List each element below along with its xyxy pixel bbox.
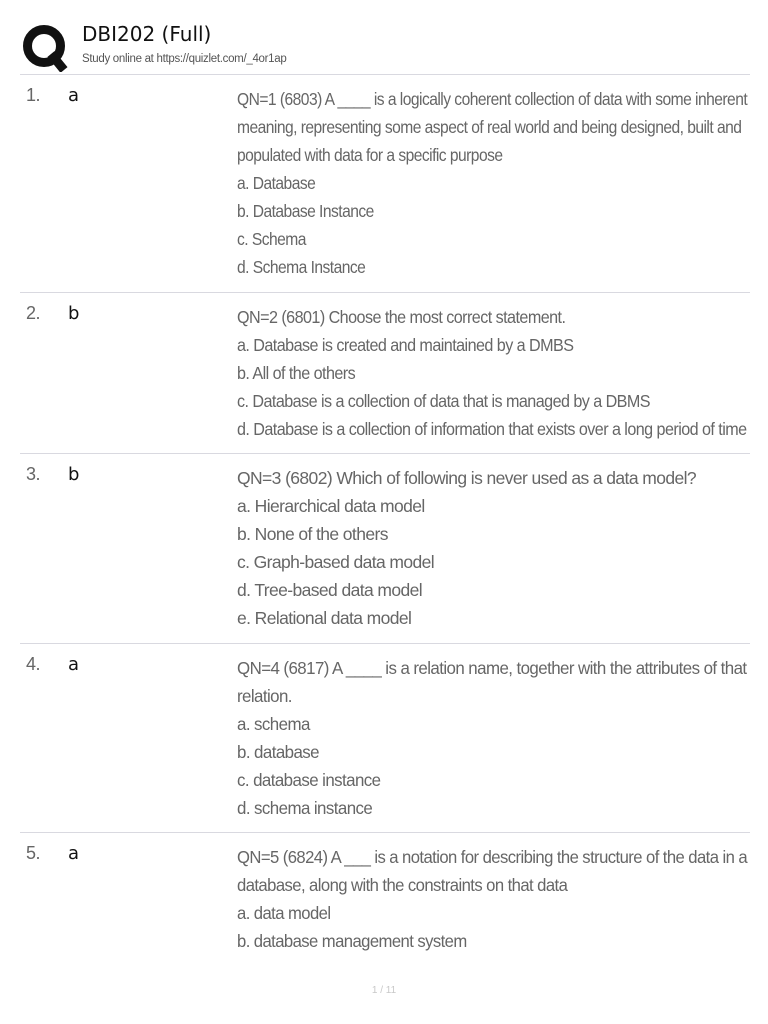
definition-line: QN=1 (6803) A ____ is a logically coherent collection of data with some inherent [237,89,748,109]
definition-line: d. Tree-based data model [237,580,423,600]
card-definition [237,843,748,955]
flashcard-row [20,454,750,644]
definition-line: b. All of the others [237,363,356,383]
card-number: 1. [26,85,41,105]
definition-line: c. Schema [237,229,306,249]
definition-line: c. Database is a collection of data that is managed by a DBMS [237,391,651,411]
card-number: 5. [26,843,41,863]
flashcard-row [20,644,750,833]
card-number: 4. [26,654,41,674]
definition-line: a. data model [237,903,331,923]
definition-line: b. None of the others [237,524,388,544]
flashcard-list [20,75,750,973]
definition-line: QN=4 (6817) A ____ is a relation name, together with the attributes of that [237,658,747,678]
definition-line: QN=2 (6801) Choose the most correct statement. [237,307,566,327]
definition-line: QN=3 (6802) Which of following is never used as a data model? [237,468,697,488]
definition-line: d. Schema Instance [237,257,366,277]
definition-line: a. schema [237,714,310,734]
definition-line: a. Database is created and maintained by a DMBS [237,335,574,355]
flashcard-row [20,293,750,454]
card-term: a [68,85,80,106]
quizlet-q-logo-icon [20,22,70,72]
card-number: 2. [26,303,41,323]
definition-line: b. database management system [237,931,467,951]
card-term: b [68,464,80,485]
definition-line: c. database instance [237,770,381,790]
card-term: a [68,654,80,675]
definition-line: e. Relational data model [237,608,412,628]
definition-line: relation. [237,686,292,706]
definition-line: meaning, representing some aspect of real world and being designed, built and [237,117,742,137]
page-header [20,22,750,75]
page-title: DBI202 (Full) [82,22,212,46]
flashcard-row [20,75,750,293]
study-online-link-text: Study online at https://quizlet.com/_4or1ap [82,53,287,65]
card-definition [237,303,747,443]
definition-line: c. Graph-based data model [237,552,435,572]
card-term: b [68,303,80,324]
card-term: a [68,843,80,864]
definition-line: populated with data for a specific purpose [237,145,503,165]
definition-line: QN=5 (6824) A ___ is a notation for describing the structure of the data in a [237,847,748,867]
definition-line: b. Database Instance [237,201,374,221]
definition-line: a. Hierarchical data model [237,496,425,516]
page-number: 1 / 11 [371,985,397,996]
definition-line: d. schema instance [237,798,373,818]
definition-line: b. database [237,742,319,762]
definition-line: database, along with the constraints on that data [237,875,568,895]
card-definition [237,464,747,632]
card-definition [237,654,747,822]
card-definition [237,85,748,281]
definition-line: a. Database [237,173,316,193]
card-number: 3. [26,464,41,484]
definition-line: d. Database is a collection of information that exists over a long period of time [237,419,747,439]
flashcard-row [20,833,750,973]
